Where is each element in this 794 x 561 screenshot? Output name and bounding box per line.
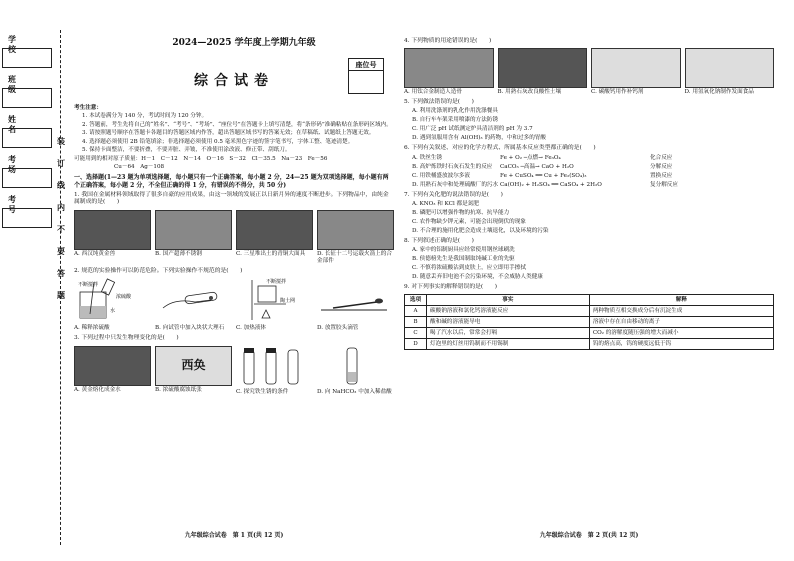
note-item: 3. 请按照题号顺序在答题卡各题目的答题区域内作答，超出答题区域书写的答案无效；在草稿纸、试题纸上答题无效。: [82, 130, 375, 137]
q2-option-a[interactable]: [74, 278, 151, 332]
q2-images: [74, 278, 394, 332]
table-cell: C: [405, 328, 427, 339]
table-cell: B: [405, 317, 427, 328]
notes-heading: 考生注意：: [74, 104, 102, 111]
table-cell: 酸和碱的溶液能导电: [427, 317, 590, 328]
bind-label: 考 号: [8, 194, 30, 214]
nahco3-tube: [317, 346, 391, 386]
option-caption: D. 用氢氧化钠制作发面食品: [684, 89, 754, 96]
q1-option-a[interactable]: [74, 210, 151, 265]
seal-char: 不: [57, 224, 65, 234]
dilution-diagram: [74, 278, 148, 322]
binding-margin: [2, 30, 72, 550]
q3-option-b[interactable]: [155, 346, 232, 396]
bind-field-number: [2, 190, 50, 218]
rx-equation: CaCO₃ ─高温→ CaO + H₂O: [500, 163, 574, 170]
rx-equation: Fe + O₂ ─点燃→ Fe₃O₄: [500, 154, 561, 161]
section-heading: 一、选择题(1—23 题为单项选择题，每小题只有一个正确答案，每小题 2 分，24—25 题为双项选择题，每小题有两个正确答案，每小题 2 分，不全但正确的得 1 分，有错误的不得分，共 50 分): [74, 174, 389, 189]
seal-char: 订: [57, 158, 65, 168]
question-1: 1. 我国在金属材料领域取得了很多自豪的应用成果，由这一领域的发展正以日新月异的速度不断进步。下列物品中，由纯金属制成的是( ): [74, 192, 389, 206]
steel-foil-image: [155, 210, 232, 250]
option-caption: D. 向 NaHCO₃ 中加入稀盐酸: [317, 389, 392, 396]
q7-option-d[interactable]: D. 不合理的施用化肥会造成土壤退化，以及环境的污染: [412, 227, 549, 234]
bind-field-school: [2, 30, 50, 58]
atomic-mass-line: Cu－64 Ag－108: [114, 164, 165, 171]
q6-option-a[interactable]: [412, 155, 774, 162]
titanium-bone-image: [404, 48, 494, 88]
q2-option-c[interactable]: [236, 278, 313, 332]
page-footer: 九年级综合试卷 第 1 页(共 12 页): [184, 531, 284, 539]
table-row[interactable]: [405, 339, 774, 350]
exam-title: 2024—2025 学年度上学期九年级: [172, 38, 316, 48]
option-caption: C. 加热液体: [236, 325, 267, 332]
note-item: 1. 本试卷满分为 140 分，考试时间为 120 分钟。: [82, 113, 208, 120]
rx-type: 置换反应: [650, 172, 673, 179]
rx-type: 复分解反应: [650, 181, 678, 188]
table-cell: 灯泡里的灯丝用钨制而不用锡制: [427, 339, 590, 350]
question-9: 9. 对下列事实的解释错误的是( ): [404, 283, 498, 290]
label-acid: 浓硫酸: [116, 293, 132, 300]
note-item: 2. 答题前，考生先将自己的“姓名”、“考号”、“考场”、“座位号”在答题卡上填写清楚，将“条形码”准确粘贴在条形码区域内。: [82, 121, 392, 128]
q9-table: [404, 294, 774, 350]
table-header: 解释: [589, 295, 773, 306]
heating-diagram: [236, 278, 310, 322]
right-page: [404, 38, 774, 543]
option-caption: B. 浓硫酸腐蚀纸张: [155, 386, 202, 393]
q3-option-a[interactable]: [74, 346, 151, 396]
bind-label: 姓 名: [8, 114, 30, 134]
table-cell: A: [405, 306, 427, 317]
seal-char: 内: [57, 202, 65, 212]
question-6: 6. 下列有关叙述、对应的化学方程式、所属基本反应类型都正确的是( ): [404, 145, 596, 152]
question-8: 8. 下列叙述正确的是( ): [404, 237, 474, 244]
option-caption: A. 黄金熔化成金水: [74, 386, 121, 393]
label-ring: 陶土网: [280, 297, 296, 304]
rx-type: 化合反应: [650, 154, 673, 161]
label-water: 水: [110, 307, 116, 314]
q2-option-d[interactable]: [317, 278, 394, 332]
q8-option-a[interactable]: A. 家中的铝制厨具应经常使用钢丝球刷洗: [412, 246, 515, 253]
option-caption: D. 长征十二号运载火箭上的合金部件: [317, 250, 392, 264]
q4-option-c[interactable]: [591, 48, 681, 96]
rx-description: A. 铁丝生锈: [412, 154, 442, 161]
name-field[interactable]: [2, 128, 52, 148]
dropper-diagram: [317, 278, 391, 322]
number-field[interactable]: [2, 208, 52, 228]
option-caption: D. 放置胶头滴管: [317, 325, 359, 332]
question-4: 4. 下列物质的用途错误的是( ): [404, 38, 492, 44]
q6-option-d[interactable]: [412, 182, 774, 189]
q7-option-a[interactable]: A. KNO₃ 和 KCl 都是氮肥: [412, 200, 479, 207]
bind-label: 考 场: [8, 154, 30, 174]
bind-field-name: [2, 110, 50, 138]
q7-option-c[interactable]: C. 农作物缺少钾元素，可能会出现倒伏的现象: [412, 218, 526, 225]
seal-char: 线: [57, 180, 65, 190]
q1-option-b[interactable]: [155, 210, 232, 265]
bread-image: [685, 48, 775, 88]
question-7: 7. 下列有关化肥的说法错误的是( ): [404, 191, 503, 198]
class-field[interactable]: [2, 88, 52, 108]
q5-option-d[interactable]: D. 遇到氢服用含有 Al(OH)₃ 的药物，中和过多的胃酸: [412, 135, 546, 142]
option-caption: A. 西汉纯黄金兽: [74, 250, 116, 257]
q5-option-c[interactable]: C. 用广泛 pH 试纸测定炉具清洁剂的 pH 为 3.7: [412, 126, 533, 133]
page-footer: 九年级综合试卷 第 2 页(共 12 页): [539, 531, 639, 539]
option-caption: B. 国产超薄不锈钢: [155, 250, 202, 257]
paper-title: 综合试卷: [194, 73, 274, 90]
rx-equation: Ca(OH)₂ + H₂SO₄ ══ CaSO₄ + 2H₂O: [500, 181, 602, 188]
rx-equation: Fe + CuSO₄ ══ Cu + Fe₂(SO₄)₃: [500, 172, 587, 179]
test-tube-diagram: [155, 278, 229, 322]
option-caption: B. 向试管中加入块状大理石: [155, 325, 225, 332]
table-cell: 溶液中存在自由移动的离子: [589, 317, 773, 328]
room-field[interactable]: [2, 168, 52, 188]
seat-label: 座位号: [349, 59, 383, 71]
q3-images: [74, 346, 394, 396]
molten-gold-image: [74, 346, 151, 386]
seal-char: 答: [57, 268, 65, 278]
table-header: 选项: [405, 295, 427, 306]
q7-option-b[interactable]: B. 磷肥可以增强作物的抗寒、抗旱能力: [412, 209, 510, 216]
bind-field-room: [2, 150, 50, 178]
table-header-row: [405, 295, 774, 306]
seal-char: 装: [57, 136, 65, 146]
note-item: 4. 选择题必须使用 2B 铅笔填涂；非选择题必须使用 0.5 毫米黑色字迹的签字笔书写，字体工整、笔迹清楚。: [82, 138, 354, 145]
option-caption: B. 用熟石灰改良酸性土壤: [497, 89, 562, 96]
label-stir2: 不断搅拌: [266, 278, 287, 285]
option-caption: A. 稀释浓硫酸: [74, 325, 110, 332]
q6-option-b[interactable]: [412, 164, 774, 171]
seat-number-box[interactable]: [348, 58, 384, 94]
bind-field-class: [2, 70, 50, 98]
table-cell: D: [405, 339, 427, 350]
q4-option-a[interactable]: [404, 48, 494, 96]
table-cell: 碳酸钠溶液和氯化钙溶液能反应: [427, 306, 590, 317]
question-5: 5. 下列做法错误的是( ): [404, 99, 474, 106]
q5-option-b[interactable]: B. 自行车车架采用喷漆的方法防锈: [412, 117, 498, 124]
table-cell: CO₂ 的溶解度随压强的增大而减小: [589, 328, 773, 339]
q4-option-d[interactable]: [685, 48, 775, 96]
q1-images: [74, 210, 394, 265]
table-cell: 两种物质互相交换成分后有沉淀生成: [589, 306, 773, 317]
seal-text: [54, 130, 68, 306]
bind-label: 班 级: [8, 74, 30, 94]
paper-image: [155, 346, 232, 386]
atomic-mass-line: 可能用到的相对原子质量：H－1 C－12 N－14 O－16 S－32 Cl－35.5 Na－23 Fe－56: [74, 155, 328, 162]
q1-option-c[interactable]: [236, 210, 313, 265]
q5-option-a[interactable]: A. 利用洗涤剂的乳化作用洗涤餐具: [412, 108, 498, 115]
question-3: 3. 下列过程中只发生物理变化的是( ): [74, 335, 179, 342]
option-caption: C. 探究铁生锈的条件: [236, 389, 289, 396]
q6-option-c[interactable]: [412, 173, 774, 180]
q8-option-b[interactable]: B. 侯德榜先生是我国制取纯碱工业的先驱: [412, 255, 515, 262]
q4-images: [404, 48, 774, 96]
golden-beast-image: [74, 210, 151, 250]
rx-description: C. 用铁桶盛放波尔多液: [412, 172, 470, 179]
rust-test-tubes: [236, 346, 310, 386]
table-cell: 钨的熔点高，钨的硬度远低于钨: [589, 339, 773, 350]
seal-char: 要: [57, 246, 65, 256]
q3-option-c[interactable]: [236, 346, 313, 396]
table-row[interactable]: [405, 306, 774, 317]
bronze-mask-image: [236, 210, 313, 250]
rocket-image: [317, 210, 394, 250]
option-caption: C. 三星堆出土的青铜大面具: [236, 250, 306, 257]
rx-description: D. 用熟石灰中和处理硫酸厂的污水: [412, 181, 499, 188]
option-caption: A. 用钛合金制造人造骨: [404, 89, 462, 96]
rx-type: 分解反应: [650, 163, 673, 170]
school-field[interactable]: [2, 48, 52, 68]
table-cell: 喝了汽水以后，常常会打嗝: [427, 328, 590, 339]
rx-description: B. 高炉炼铁时石灰石发生的反应: [412, 163, 493, 170]
bind-label: 学 校: [8, 34, 30, 54]
question-2: 2. 规范的实验操作可以防范危险。下列实验操作不规范的是( ): [74, 267, 243, 274]
q8-option-d[interactable]: D. 随意丢弃旧电池不会污染环境，不会威胁人类健康: [412, 273, 543, 280]
label-stir: 不断搅拌: [78, 281, 99, 288]
q8-option-c[interactable]: C. 不慎将浓硫酸沾到皮肤上，应立即用手擦拭: [412, 264, 526, 271]
option-caption: C. 碳酸钙用作补钙剂: [591, 89, 644, 96]
seal-char: 题: [57, 290, 65, 300]
soil-image: [498, 48, 588, 88]
note-item: 5. 保持卡面整洁，不要折叠，不要弄脏、弄皱，不准使用涂改液、修正带、刮纸刀。: [82, 147, 291, 154]
table-row[interactable]: [405, 317, 774, 328]
table-row[interactable]: [405, 328, 774, 339]
paper-word: 西奂: [181, 358, 206, 373]
q1-option-d[interactable]: [317, 210, 394, 265]
calcium-tablet-image: [591, 48, 681, 88]
table-header: 事实: [427, 295, 590, 306]
left-page: [74, 38, 394, 543]
exam-notes: [74, 105, 394, 171]
q4-option-b[interactable]: [498, 48, 588, 96]
q2-option-b[interactable]: [155, 278, 232, 332]
q3-option-d[interactable]: [317, 346, 394, 396]
